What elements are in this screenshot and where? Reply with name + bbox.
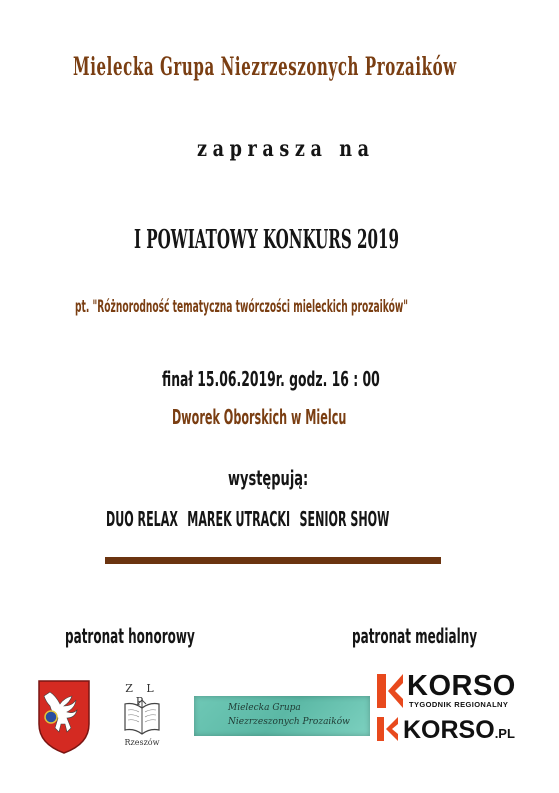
contest-subtitle: pt. "Różnorodność tematyczna twórczości mieleckich prozaików" — [75, 297, 409, 317]
divider — [105, 557, 441, 564]
korso-web-word — [403, 716, 515, 745]
zlp-letters: Z L P — [125, 682, 159, 708]
group-banner-line1: Mielecka Grupa — [228, 703, 301, 713]
performer: DUO RELAX — [106, 507, 178, 531]
korso-tagline: TYGODNIK REGIONALNY — [409, 700, 509, 709]
zlp-city: Rzeszów — [124, 738, 160, 747]
coat-of-arms-icon — [36, 678, 92, 755]
honorary-patronage-label: patronat honorowy — [65, 624, 195, 648]
invitation-text: zaprasza na — [197, 136, 375, 162]
zlp-logo — [118, 684, 166, 750]
organization-name: Mielecka Grupa Niezrzeszonych Prozaików — [73, 52, 457, 81]
performers-label: występują: — [228, 466, 309, 490]
performers-list — [106, 507, 395, 531]
book-icon — [122, 700, 162, 738]
korso-web-logo — [377, 716, 527, 742]
final-datetime: finał 15.06.2019r. godz. 16 : 00 — [162, 367, 380, 391]
korso-logo — [377, 672, 517, 712]
korso-web-tld: .PL — [494, 726, 515, 741]
venue: Dworek Oborskich w Mielcu — [172, 405, 347, 429]
contest-title: I POWIATOWY KONKURS 2019 — [134, 225, 399, 255]
korso-web-main: KORSO — [403, 716, 495, 744]
korso-k-small-icon — [377, 717, 399, 741]
korso-word: KORSO — [407, 670, 516, 702]
media-patronage-label: patronat medialny — [352, 624, 478, 648]
korso-k-icon — [377, 674, 405, 708]
performer: MAREK UTRACKI — [187, 507, 291, 531]
performer: SENIOR SHOW — [299, 507, 390, 531]
group-banner-line2: Niezrzeszonych Prozaików — [228, 717, 350, 727]
group-banner-logo — [194, 696, 370, 736]
